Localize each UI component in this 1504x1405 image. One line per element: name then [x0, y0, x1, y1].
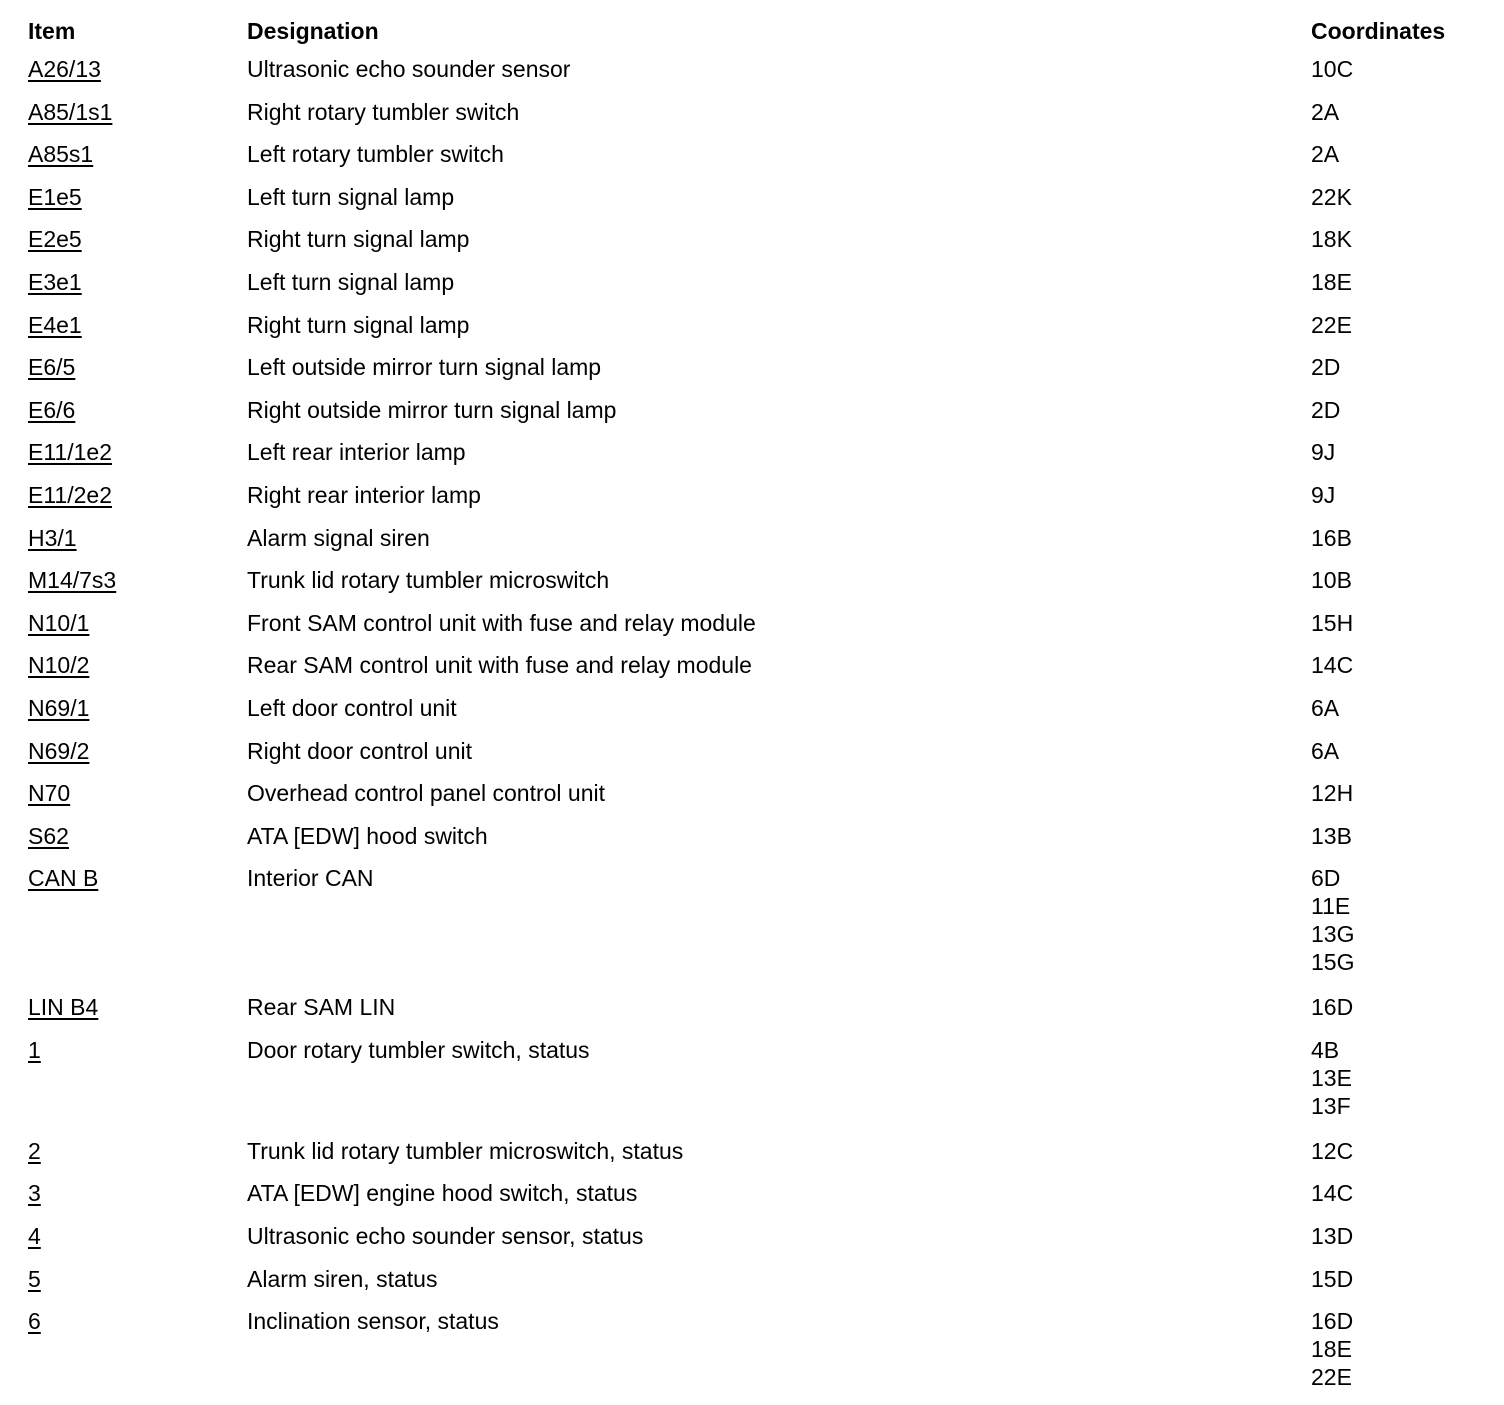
- table-header: [28, 14, 1468, 52]
- coordinate-value: 22E: [1311, 1364, 1352, 1391]
- coordinates-cell: [1311, 353, 1468, 381]
- coordinate-value: 22E: [1311, 311, 1352, 338]
- coordinates-cell: [1311, 396, 1468, 424]
- item-link[interactable]: N70: [28, 780, 71, 807]
- item-cell: [28, 140, 247, 168]
- coordinates-cell: [1311, 993, 1468, 1021]
- header-item: Item: [28, 18, 76, 44]
- header-designation: Designation: [247, 18, 379, 44]
- item-link[interactable]: 4: [28, 1223, 41, 1250]
- item-cell: [28, 737, 247, 765]
- designation-cell: Right turn signal lamp: [247, 311, 470, 338]
- item-link[interactable]: E6/5: [28, 354, 76, 381]
- coordinate-value: 6A: [1311, 737, 1340, 764]
- table-row: [28, 521, 1468, 564]
- table-row: [28, 691, 1468, 734]
- table-row: [28, 180, 1468, 223]
- coordinates-cell: [1311, 1179, 1468, 1207]
- designation-cell: Left outside mirror turn signal lamp: [247, 354, 602, 381]
- item-link[interactable]: A85s1: [28, 141, 94, 168]
- header-coordinates: Coordinates: [1311, 18, 1446, 44]
- item-cell: [28, 822, 247, 850]
- item-link[interactable]: E6/6: [28, 396, 76, 423]
- table-row: [28, 265, 1468, 308]
- item-cell: [28, 1137, 247, 1165]
- designation-cell: Right door control unit: [247, 737, 473, 764]
- item-cell: [28, 438, 247, 466]
- coordinates-cell: [1311, 481, 1468, 509]
- table-row: [28, 393, 1468, 436]
- item-cell: [28, 864, 247, 892]
- item-cell: [28, 1036, 247, 1064]
- coordinate-value: 2D: [1311, 396, 1341, 423]
- coordinate-value: 18E: [1311, 268, 1352, 295]
- designation-cell: ATA [EDW] engine hood switch, status: [247, 1180, 638, 1207]
- coordinate-value: 13E: [1311, 1064, 1352, 1091]
- item-link[interactable]: 2: [28, 1137, 41, 1164]
- designation-cell: Overhead control panel control unit: [247, 780, 605, 807]
- coordinates-cell: [1311, 225, 1468, 253]
- coordinate-value: 9J: [1311, 481, 1336, 508]
- designation-cell: Right rotary tumbler switch: [247, 98, 520, 125]
- designation-cell: Ultrasonic echo sounder sensor, status: [247, 1223, 644, 1250]
- item-link[interactable]: N10/1: [28, 609, 90, 636]
- table-row: [28, 478, 1468, 521]
- item-link[interactable]: E11/2e2: [28, 481, 112, 508]
- designation-cell: Right outside mirror turn signal lamp: [247, 396, 617, 423]
- item-link[interactable]: N69/1: [28, 694, 90, 721]
- coordinate-value: 12C: [1311, 1137, 1354, 1164]
- item-cell: [28, 183, 247, 211]
- item-cell: [28, 225, 247, 253]
- table-row: [28, 1304, 1468, 1405]
- coordinates-cell: [1311, 864, 1468, 976]
- coordinates-cell: [1311, 183, 1468, 211]
- item-link[interactable]: N10/2: [28, 652, 90, 679]
- item-cell: [28, 353, 247, 381]
- item-cell: [28, 268, 247, 296]
- designation-cell: Right turn signal lamp: [247, 226, 470, 253]
- item-link[interactable]: E4e1: [28, 311, 82, 338]
- coordinate-value: 2A: [1311, 141, 1340, 168]
- coordinate-value: 16D: [1311, 994, 1354, 1021]
- designation-cell: Left rotary tumbler switch: [247, 141, 504, 168]
- designation-cell: Interior CAN: [247, 865, 374, 892]
- item-cell: [28, 98, 247, 126]
- coordinate-value: 6D: [1311, 865, 1341, 892]
- coordinate-value: 18E: [1311, 1336, 1352, 1363]
- designation-cell: Alarm signal siren: [247, 524, 430, 551]
- item-link[interactable]: H3/1: [28, 524, 77, 551]
- table-row: [28, 222, 1468, 265]
- designation-cell: Inclination sensor, status: [247, 1308, 499, 1335]
- designation-cell: Left turn signal lamp: [247, 183, 455, 210]
- item-cell: [28, 1307, 247, 1335]
- designation-cell: Front SAM control unit with fuse and relay module: [247, 609, 756, 636]
- coordinates-cell: [1311, 609, 1468, 637]
- table-row: [28, 776, 1468, 819]
- item-link[interactable]: A26/13: [28, 56, 101, 82]
- coordinates-cell: [1311, 566, 1468, 594]
- coordinate-value: 15D: [1311, 1265, 1354, 1292]
- table-row: [28, 734, 1468, 777]
- table-row: [28, 1219, 1468, 1262]
- item-link[interactable]: N69/2: [28, 737, 90, 764]
- table-row: [28, 1262, 1468, 1305]
- coordinate-value: 12H: [1311, 780, 1354, 807]
- item-link[interactable]: S62: [28, 822, 69, 849]
- item-cell: [28, 651, 247, 679]
- item-link[interactable]: E1e5: [28, 183, 82, 210]
- designation-cell: ATA [EDW] hood switch: [247, 822, 488, 849]
- table-row: [28, 606, 1468, 649]
- item-link[interactable]: E3e1: [28, 268, 82, 295]
- coordinate-value: 13D: [1311, 1223, 1354, 1250]
- coordinates-cell: [1311, 694, 1468, 722]
- designation-cell: Left turn signal lamp: [247, 268, 455, 295]
- coordinate-value: 2D: [1311, 354, 1341, 381]
- item-cell: [28, 993, 247, 1021]
- coordinates-cell: [1311, 55, 1468, 83]
- coordinate-value: 16B: [1311, 524, 1352, 551]
- item-cell: [28, 481, 247, 509]
- coordinates-cell: [1311, 524, 1468, 552]
- coordinate-value: 22K: [1311, 183, 1352, 210]
- coordinates-cell: [1311, 822, 1468, 850]
- designation-cell: Right rear interior lamp: [247, 481, 481, 508]
- item-cell: [28, 524, 247, 552]
- coordinates-cell: [1311, 1265, 1468, 1293]
- designation-cell: Rear SAM control unit with fuse and relay module: [247, 652, 752, 679]
- item-cell: [28, 779, 247, 807]
- table-row: [28, 435, 1468, 478]
- coordinate-value: 13F: [1311, 1092, 1351, 1119]
- table-row: [28, 1134, 1468, 1177]
- item-cell: [28, 1222, 247, 1250]
- coordinates-cell: [1311, 1137, 1468, 1165]
- coordinate-value: 2A: [1311, 98, 1340, 125]
- table-row: [28, 861, 1468, 990]
- coordinate-value: 13B: [1311, 822, 1352, 849]
- legend-table: [28, 14, 1468, 1405]
- table-row: [28, 1176, 1468, 1219]
- coordinate-value: 15H: [1311, 609, 1354, 636]
- table-row: [28, 648, 1468, 691]
- designation-cell: Left rear interior lamp: [247, 439, 466, 466]
- coordinates-cell: [1311, 1036, 1468, 1120]
- coordinate-value: 15G: [1311, 949, 1355, 976]
- item-link[interactable]: 3: [28, 1180, 41, 1207]
- coordinates-cell: [1311, 651, 1468, 679]
- table-row: [28, 990, 1468, 1033]
- designation-cell: Ultrasonic echo sounder sensor: [247, 56, 571, 82]
- item-link[interactable]: CAN B: [28, 865, 99, 892]
- coordinates-cell: [1311, 737, 1468, 765]
- item-cell: [28, 396, 247, 424]
- designation-cell: Door rotary tumbler switch, status: [247, 1036, 590, 1063]
- item-link[interactable]: E2e5: [28, 226, 82, 253]
- coordinate-value: 4B: [1311, 1036, 1340, 1063]
- item-link[interactable]: A85/1s1: [28, 98, 113, 125]
- item-link[interactable]: 1: [28, 1036, 41, 1063]
- coordinate-value: 9J: [1311, 439, 1336, 466]
- coordinate-value: 11E: [1311, 893, 1351, 920]
- coordinate-value: 6A: [1311, 694, 1340, 721]
- item-cell: [28, 311, 247, 339]
- coordinate-value: 10C: [1311, 56, 1354, 82]
- coordinate-value: 18K: [1311, 226, 1352, 253]
- table-body: [28, 52, 1468, 1405]
- item-cell: [28, 55, 247, 83]
- table-row: [28, 819, 1468, 862]
- coordinate-value: 10B: [1311, 567, 1352, 594]
- coordinates-cell: [1311, 98, 1468, 126]
- table-row: [28, 308, 1468, 351]
- coordinate-value: 16D: [1311, 1308, 1354, 1335]
- coordinate-value: 13G: [1311, 921, 1355, 948]
- coordinates-cell: [1311, 140, 1468, 168]
- item-link[interactable]: M14/7s3: [28, 567, 117, 594]
- table-row: [28, 52, 1468, 95]
- item-link[interactable]: LIN B4: [28, 994, 99, 1021]
- designation-cell: Rear SAM LIN: [247, 994, 396, 1021]
- designation-cell: Alarm siren, status: [247, 1265, 438, 1292]
- coordinates-cell: [1311, 779, 1468, 807]
- table-row: [28, 350, 1468, 393]
- item-link[interactable]: E11/1e2: [28, 439, 112, 466]
- table-row: [28, 1033, 1468, 1134]
- item-link[interactable]: 6: [28, 1308, 41, 1335]
- designation-cell: Left door control unit: [247, 694, 457, 721]
- coordinate-value: 14C: [1311, 652, 1354, 679]
- item-link[interactable]: 5: [28, 1265, 41, 1292]
- coordinates-cell: [1311, 438, 1468, 466]
- coordinates-cell: [1311, 311, 1468, 339]
- coordinates-cell: [1311, 1222, 1468, 1250]
- item-cell: [28, 1179, 247, 1207]
- table-row: [28, 137, 1468, 180]
- table-row: [28, 563, 1468, 606]
- coordinates-cell: [1311, 268, 1468, 296]
- item-cell: [28, 566, 247, 594]
- designation-cell: Trunk lid rotary tumbler microswitch, status: [247, 1137, 684, 1164]
- item-cell: [28, 609, 247, 637]
- table-row: [28, 95, 1468, 138]
- coordinate-value: 14C: [1311, 1180, 1354, 1207]
- coordinates-cell: [1311, 1307, 1468, 1391]
- item-cell: [28, 1265, 247, 1293]
- designation-cell: Trunk lid rotary tumbler microswitch: [247, 567, 610, 594]
- item-cell: [28, 694, 247, 722]
